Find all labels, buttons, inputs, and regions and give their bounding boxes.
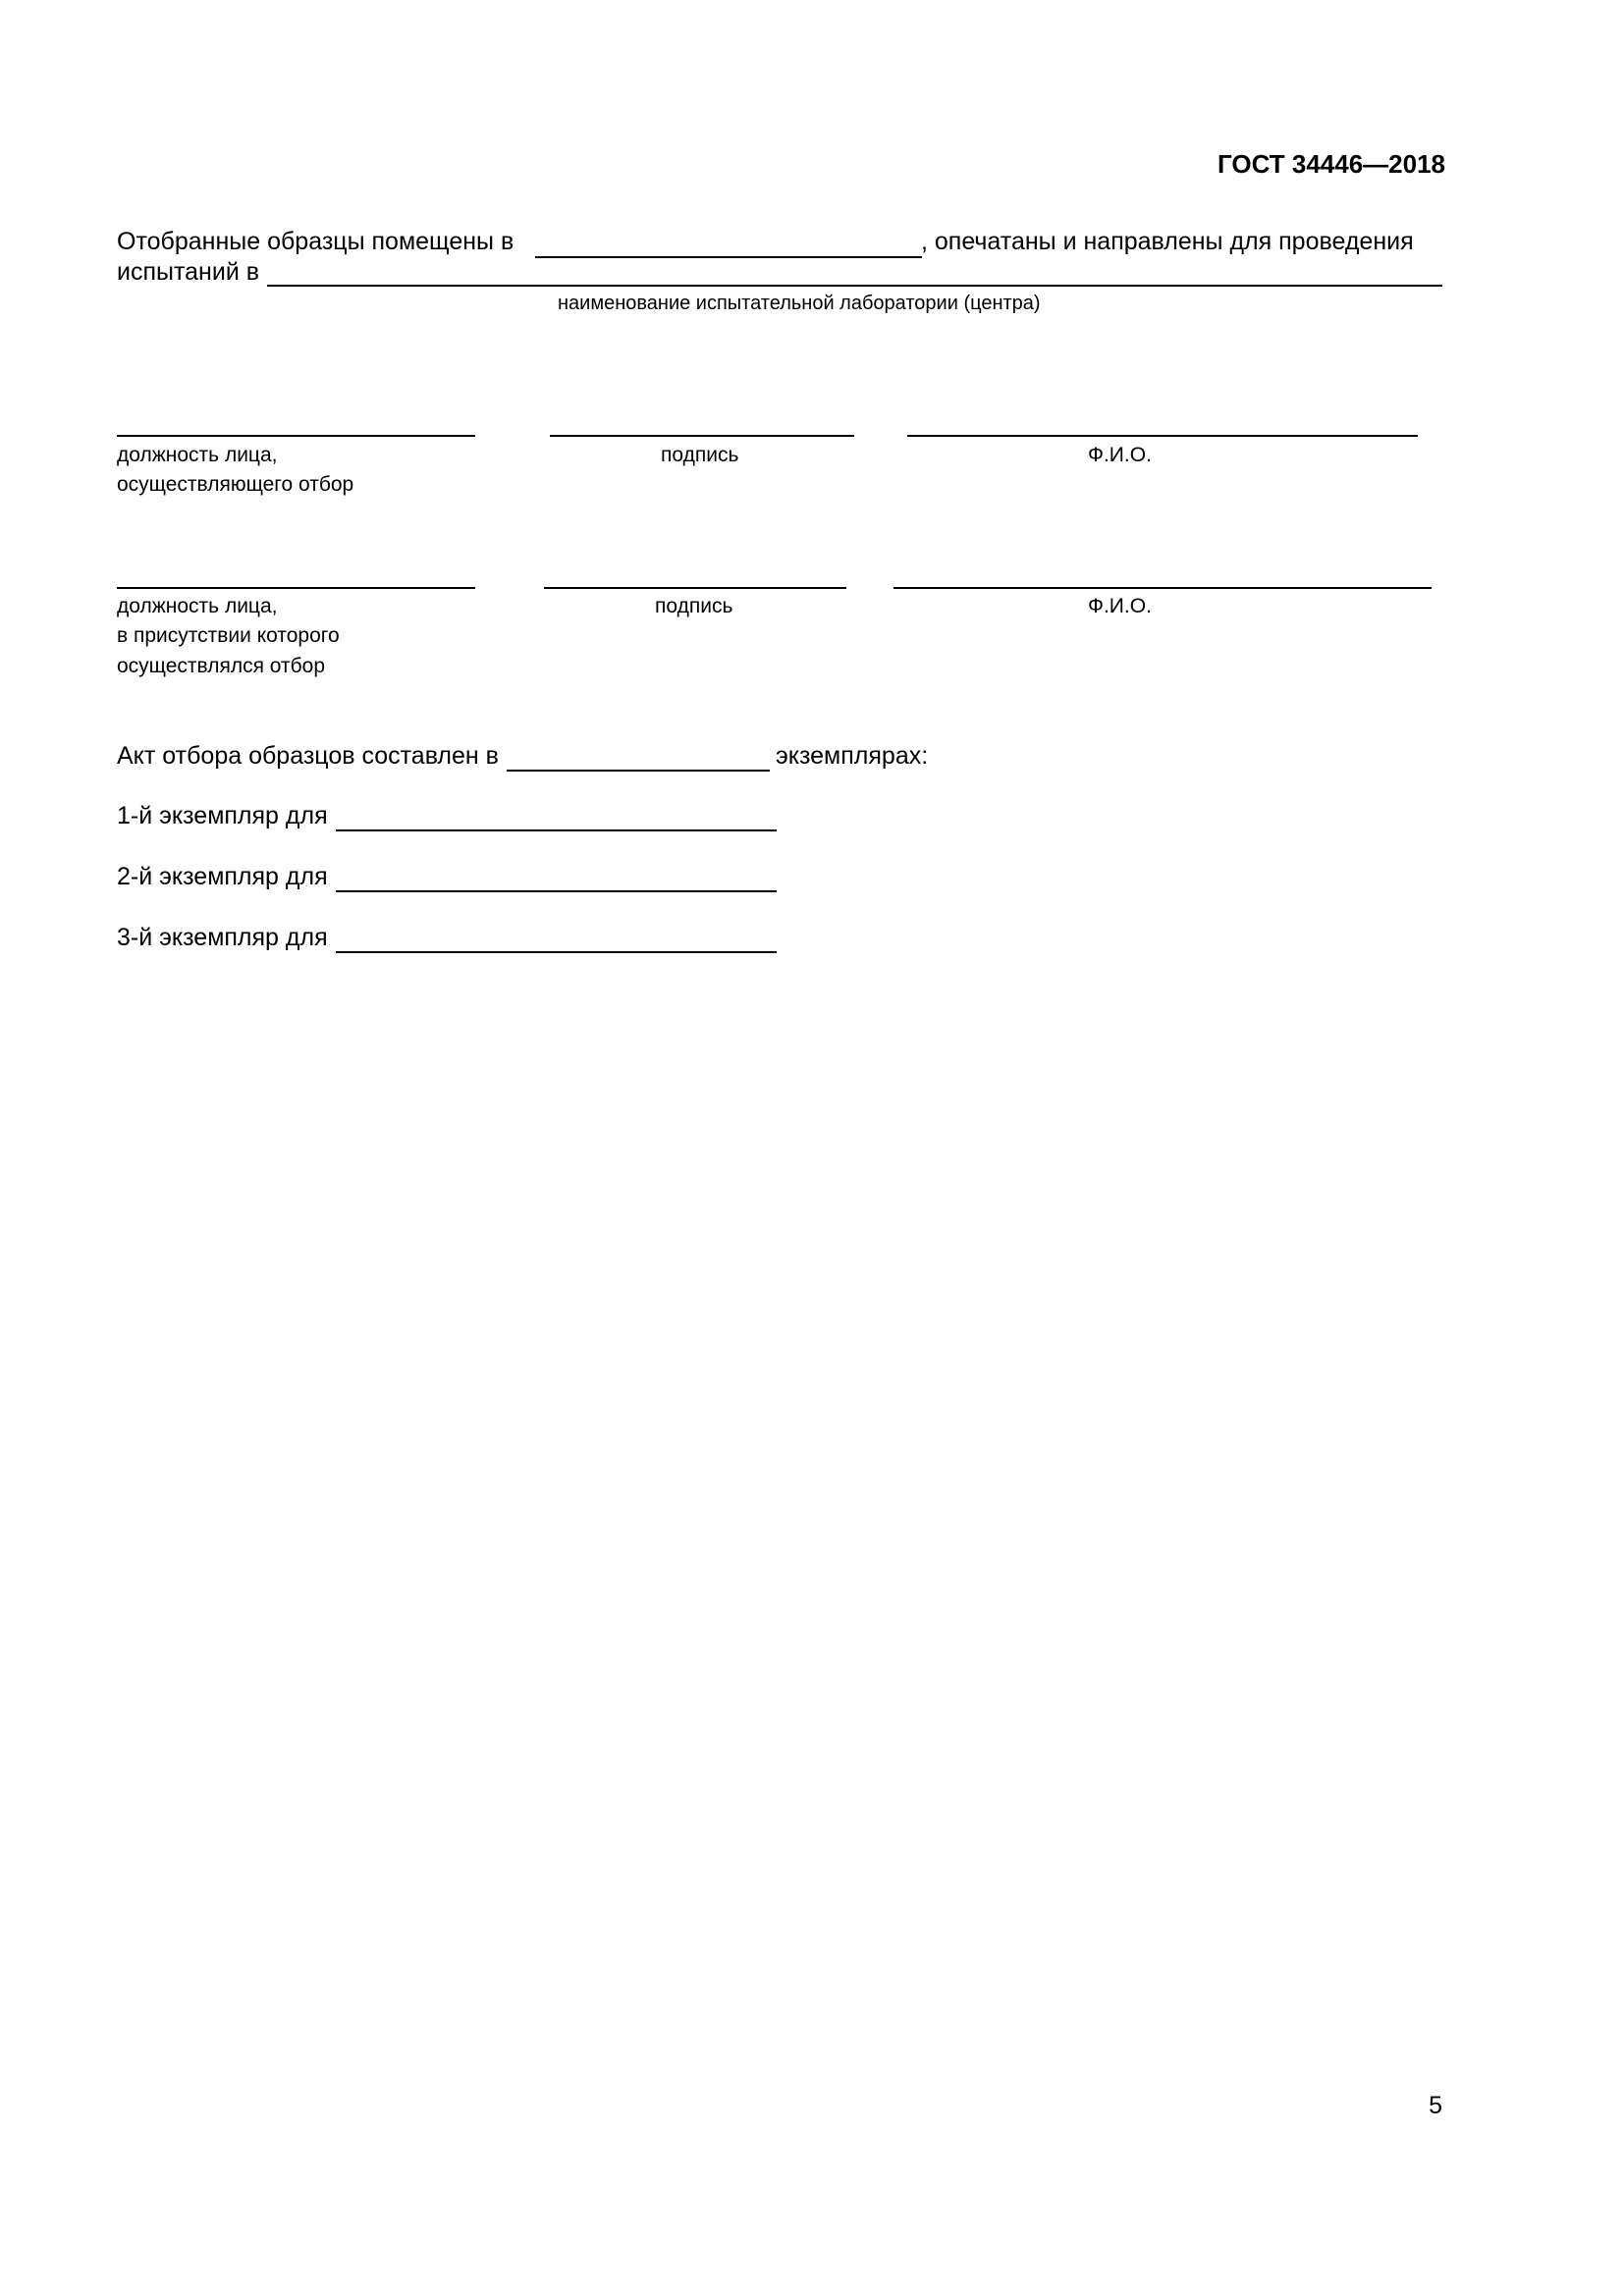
act-text-2: экземплярах: (776, 742, 929, 770)
position-blank-2[interactable] (117, 587, 475, 589)
copy-2-blank[interactable] (336, 890, 777, 892)
signature-blank-2[interactable] (544, 587, 846, 589)
fio-label-1: Ф.И.О. (1088, 444, 1152, 466)
signature-label-2: подпись (655, 595, 733, 617)
act-text-1: Акт отбора образцов составлен в (117, 742, 499, 770)
placement-text-3: испытаний в (117, 258, 260, 286)
fio-label-2: Ф.И.О. (1088, 595, 1152, 617)
laboratory-caption: наименование испытательной лаборатории (центра) (558, 293, 1041, 314)
copy-1-label: 1-й экземпляр для (117, 802, 328, 829)
page-number: 5 (1429, 2092, 1442, 2119)
signature-blank-1[interactable] (550, 435, 854, 437)
position-label-2-line2: в присутствии которого (117, 624, 340, 647)
position-blank-1[interactable] (117, 435, 475, 437)
copy-2-label: 2-й экземпляр для (117, 863, 328, 890)
placement-text-1: Отобранные образцы помещены в (117, 228, 514, 255)
standard-number: ГОСТ 34446—2018 (1218, 149, 1445, 179)
position-label-1-line1: должность лица, (117, 444, 278, 466)
placement-text-2: , опечатаны и направлены для проведения (921, 228, 1414, 255)
copies-count-blank[interactable] (507, 770, 770, 772)
container-blank[interactable] (535, 256, 922, 258)
position-label-1-line2: осуществляющего отбор (117, 473, 354, 496)
position-label-2-line3: осуществлялся отбор (117, 655, 325, 677)
copy-3-blank[interactable] (336, 951, 777, 953)
copy-3-label: 3-й экземпляр для (117, 924, 328, 951)
fio-blank-2[interactable] (893, 587, 1432, 589)
fio-blank-1[interactable] (907, 435, 1418, 437)
copy-1-blank[interactable] (336, 829, 777, 831)
laboratory-blank[interactable] (267, 285, 1442, 287)
position-label-2-line1: должность лица, (117, 595, 278, 617)
signature-label-1: подпись (661, 444, 739, 466)
